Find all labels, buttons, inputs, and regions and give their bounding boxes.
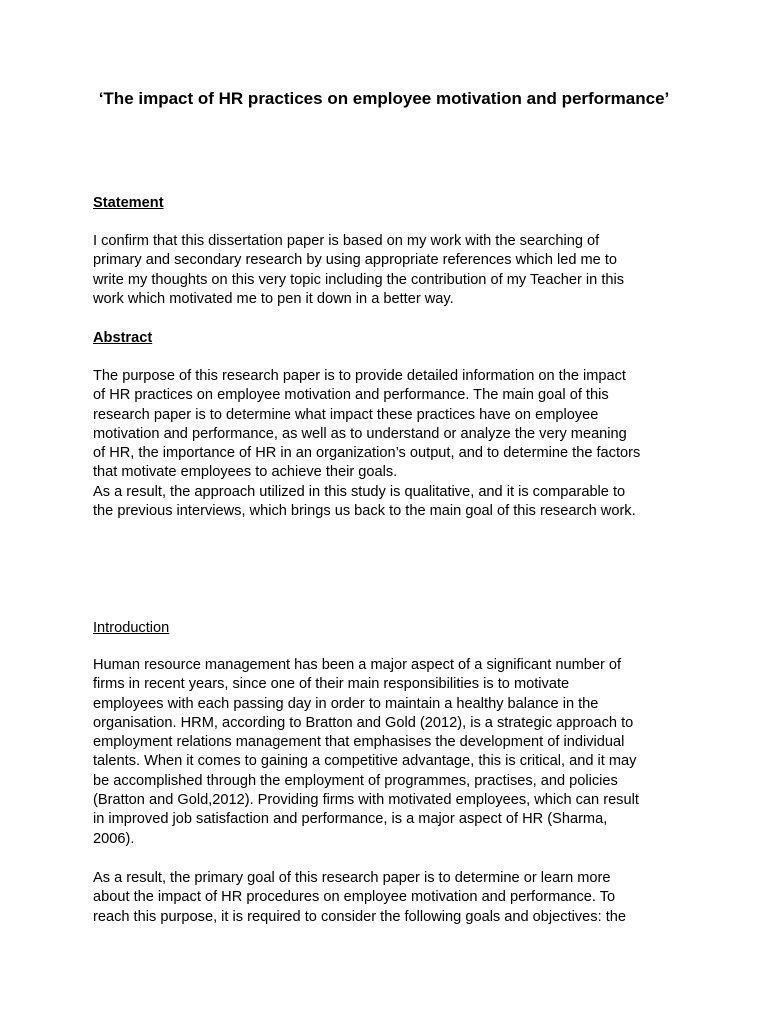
text-line: organisation. HRM, according to Bratton and Gold (2012), is a strategic approach to <box>93 714 634 731</box>
text-line: motivation and performance, as well as to understand or analyze the very meaning <box>93 425 627 442</box>
introduction-paragraph-1 <box>93 656 683 849</box>
text-line: 2006). <box>93 830 135 847</box>
text-line: firms in recent years, since one of their main responsibilities is to motivate <box>93 676 570 693</box>
text-line: about the impact of HR procedures on employee motivation and performance. To <box>93 889 616 906</box>
text-line: be accomplished through the employment of programmes, practises, and policies <box>93 772 618 789</box>
text-line: the previous interviews, which brings us back to the main goal of this research work. <box>93 503 636 520</box>
text-line: employees with each passing day in order to maintain a healthy balance in the <box>93 695 599 712</box>
text-line: The purpose of this research paper is to provide detailed information on the impact <box>93 368 626 384</box>
text-line: I confirm that this dissertation paper is based on my work with the searching of <box>93 233 600 249</box>
abstract-heading: Abstract <box>93 330 153 346</box>
text-line: (Bratton and Gold,2012). Providing firms with motivated employees, which can result <box>93 792 639 809</box>
text-line: primary and secondary research by using appropriate references which led me to <box>93 252 618 269</box>
text-line: of HR, the importance of HR in an organization’s output, and to determine the factors <box>93 445 641 462</box>
statement-heading: Statement <box>93 195 164 211</box>
text-line: research paper is to determine what impact these practices have on employee <box>93 406 599 423</box>
text-line: that motivate employees to achieve their goals. <box>93 464 398 481</box>
text-line: work which motivated me to pen it down in a better way. <box>93 290 454 307</box>
document-title: ‘The impact of HR practices on employee motivation and performance’ <box>98 89 670 108</box>
text-line: reach this purpose, it is required to consider the following goals and objectives: the <box>93 908 626 925</box>
text-line: talents. When it comes to gaining a competitive advantage, this is critical, and it may <box>93 753 637 770</box>
text-line: As a result, the primary goal of this research paper is to determine or learn more <box>93 870 611 886</box>
introduction-paragraph-2 <box>93 869 683 927</box>
statement-paragraph <box>93 232 683 309</box>
text-line: employment relations management that emphasises the development of individual <box>93 734 625 751</box>
text-line: As a result, the approach utilized in this study is qualitative, and it is comparable to <box>93 483 626 500</box>
text-line: Human resource management has been a major aspect of a significant number of <box>93 657 622 673</box>
text-line: in improved job satisfaction and performance, is a major aspect of HR (Sharma, <box>93 811 608 828</box>
text-line: of HR practices on employee motivation and performance. The main goal of this <box>93 387 609 404</box>
text-line: write my thoughts on this very topic including the contribution of my Teacher in this <box>93 271 625 288</box>
introduction-heading: Introduction <box>93 620 170 636</box>
abstract-paragraph <box>93 367 683 521</box>
